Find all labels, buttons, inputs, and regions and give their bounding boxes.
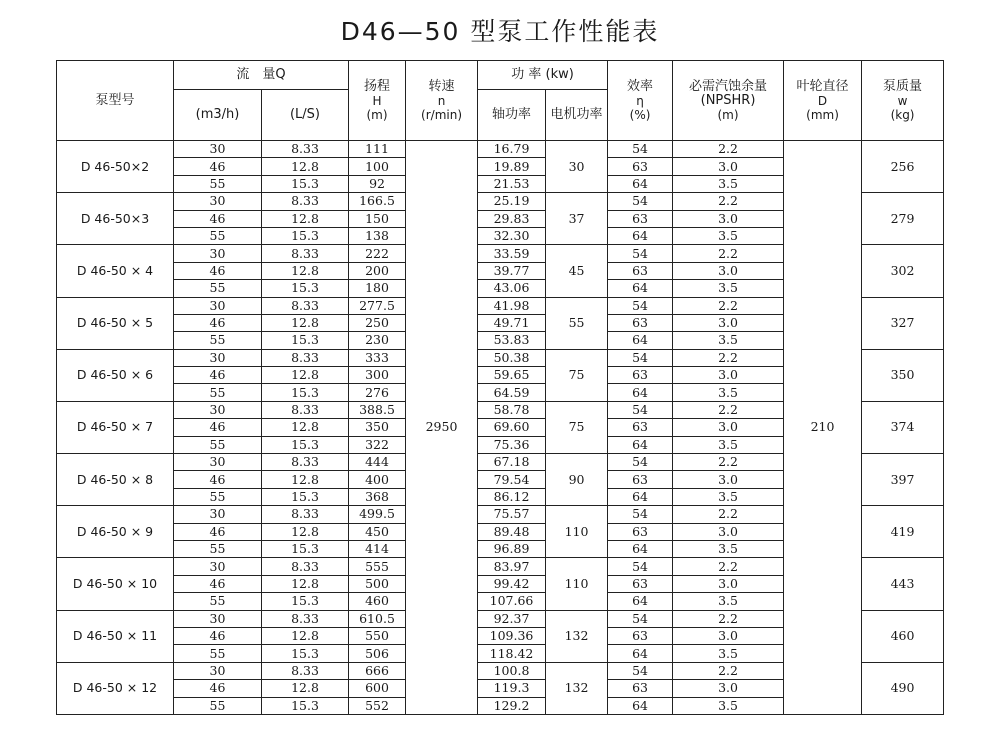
shaft-power-cell: 59.65 [478,367,546,384]
flow-m3h-cell: 55 [174,540,262,557]
shaft-power-cell: 118.42 [478,645,546,662]
head-cell: 555 [349,558,406,575]
pump-model-cell: D 46-50 × 10 [57,558,174,610]
efficiency-cell: 54 [608,558,673,575]
flow-m3h-cell: 46 [174,367,262,384]
header-model: 泵型号 [57,61,174,141]
pump-model-cell: D 46-50×3 [57,193,174,245]
flow-ls-cell: 8.33 [262,297,349,314]
flow-m3h-cell: 30 [174,610,262,627]
head-cell: 499.5 [349,506,406,523]
npsh-cell: 2.2 [673,506,784,523]
efficiency-cell: 63 [608,471,673,488]
shaft-power-cell: 119.3 [478,680,546,697]
npsh-cell: 2.2 [673,401,784,418]
shaft-power-cell: 19.89 [478,158,546,175]
flow-ls-cell: 12.8 [262,471,349,488]
head-cell: 500 [349,575,406,592]
efficiency-cell: 63 [608,419,673,436]
header-impeller [784,61,862,141]
flow-m3h-cell: 55 [174,488,262,505]
npsh-cell: 3.0 [673,158,784,175]
flow-ls-cell: 15.3 [262,384,349,401]
efficiency-cell: 63 [608,158,673,175]
shaft-power-cell: 41.98 [478,297,546,314]
shaft-power-cell: 16.79 [478,141,546,158]
efficiency-cell: 64 [608,645,673,662]
npsh-cell: 2.2 [673,454,784,471]
npsh-cell: 3.5 [673,697,784,714]
header-npsh [673,61,784,141]
head-cell: 368 [349,488,406,505]
pump-mass-cell: 397 [862,454,944,506]
pump-mass-cell: 279 [862,193,944,245]
efficiency-cell: 64 [608,488,673,505]
flow-ls-cell: 12.8 [262,575,349,592]
header-speed-name: 转速 [428,78,455,94]
pump-mass-cell: 302 [862,245,944,297]
shaft-power-cell: 29.83 [478,210,546,227]
impeller-diameter-cell: 210 [784,141,862,715]
flow-m3h-cell: 46 [174,523,262,540]
header-eff-name: 效率 [627,78,654,94]
head-cell: 460 [349,593,406,610]
flow-ls-cell: 8.33 [262,558,349,575]
header-shaft-power: 轴功率 [478,90,546,141]
shaft-power-cell: 64.59 [478,384,546,401]
flow-m3h-cell: 30 [174,506,262,523]
head-cell: 666 [349,662,406,679]
table-row [57,141,944,158]
flow-ls-cell: 8.33 [262,193,349,210]
flow-ls-cell: 12.8 [262,523,349,540]
flow-ls-cell: 12.8 [262,158,349,175]
header-impeller-name: 叶轮直径 [796,78,849,94]
head-cell: 600 [349,680,406,697]
header-mass [862,61,944,141]
flow-m3h-cell: 30 [174,297,262,314]
shaft-power-cell: 21.53 [478,175,546,192]
pump-model-cell: D 46-50 × 7 [57,401,174,453]
table-body [57,141,944,715]
pump-mass-cell: 443 [862,558,944,610]
efficiency-cell: 54 [608,506,673,523]
npsh-cell: 3.5 [673,593,784,610]
head-cell: 111 [349,141,406,158]
npsh-cell: 3.5 [673,488,784,505]
efficiency-cell: 64 [608,384,673,401]
flow-m3h-cell: 30 [174,141,262,158]
flow-m3h-cell: 46 [174,575,262,592]
flow-ls-cell: 15.3 [262,175,349,192]
flow-m3h-cell: 55 [174,332,262,349]
head-cell: 222 [349,245,406,262]
motor-power-cell: 110 [546,506,608,558]
efficiency-cell: 63 [608,575,673,592]
header-power: 功 率 (kw) [478,61,608,90]
pump-mass-cell: 256 [862,141,944,193]
head-cell: 138 [349,227,406,244]
motor-power-cell: 75 [546,349,608,401]
pump-model-cell: D 46-50 × 12 [57,662,174,714]
shaft-power-cell: 43.06 [478,280,546,297]
head-cell: 610.5 [349,610,406,627]
npsh-cell: 3.0 [673,627,784,644]
speed-cell: 2950 [406,141,478,715]
motor-power-cell: 110 [546,558,608,610]
efficiency-cell: 54 [608,610,673,627]
flow-ls-cell: 15.3 [262,540,349,557]
efficiency-cell: 64 [608,175,673,192]
shaft-power-cell: 53.83 [478,332,546,349]
efficiency-cell: 64 [608,593,673,610]
head-cell: 414 [349,540,406,557]
npsh-cell: 2.2 [673,662,784,679]
head-cell: 92 [349,175,406,192]
head-cell: 350 [349,419,406,436]
shaft-power-cell: 32.30 [478,227,546,244]
header-mass-unit: (kg) [890,107,915,122]
motor-power-cell: 45 [546,245,608,297]
header-mass-symbol: w [897,93,908,108]
pump-model-cell: D 46-50 × 4 [57,245,174,297]
efficiency-cell: 63 [608,210,673,227]
shaft-power-cell: 99.42 [478,575,546,592]
npsh-cell: 3.5 [673,332,784,349]
head-cell: 100 [349,158,406,175]
efficiency-cell: 63 [608,680,673,697]
npsh-cell: 2.2 [673,349,784,366]
efficiency-cell: 54 [608,662,673,679]
header-mass-name: 泵质量 [883,78,923,94]
flow-ls-cell: 8.33 [262,506,349,523]
shaft-power-cell: 107.66 [478,593,546,610]
shaft-power-cell: 92.37 [478,610,546,627]
flow-m3h-cell: 55 [174,280,262,297]
flow-m3h-cell: 30 [174,245,262,262]
head-cell: 166.5 [349,193,406,210]
flow-m3h-cell: 55 [174,593,262,610]
npsh-cell: 3.0 [673,419,784,436]
pump-model-cell: D 46-50×2 [57,141,174,193]
shaft-power-cell: 109.36 [478,627,546,644]
flow-m3h-cell: 46 [174,680,262,697]
npsh-cell: 3.5 [673,436,784,453]
npsh-cell: 2.2 [673,610,784,627]
shaft-power-cell: 69.60 [478,419,546,436]
performance-table [56,60,944,715]
head-cell: 400 [349,471,406,488]
flow-ls-cell: 15.3 [262,436,349,453]
shaft-power-cell: 49.71 [478,314,546,331]
header-speed [406,61,478,141]
flow-m3h-cell: 46 [174,314,262,331]
flow-m3h-cell: 30 [174,193,262,210]
motor-power-cell: 132 [546,610,608,662]
efficiency-cell: 54 [608,245,673,262]
flow-ls-cell: 12.8 [262,314,349,331]
flow-ls-cell: 8.33 [262,454,349,471]
shaft-power-cell: 100.8 [478,662,546,679]
head-cell: 277.5 [349,297,406,314]
head-cell: 388.5 [349,401,406,418]
header-flow-ls: (L/S) [262,90,349,141]
head-cell: 450 [349,523,406,540]
flow-ls-cell: 8.33 [262,245,349,262]
header-npsh-unit: (m) [717,107,739,122]
flow-ls-cell: 8.33 [262,662,349,679]
flow-m3h-cell: 46 [174,158,262,175]
shaft-power-cell: 33.59 [478,245,546,262]
efficiency-cell: 63 [608,367,673,384]
header-flow-m3h: (m3/h) [174,90,262,141]
header-motor-power: 电机功率 [546,90,608,141]
flow-ls-cell: 15.3 [262,227,349,244]
shaft-power-cell: 39.77 [478,262,546,279]
head-cell: 444 [349,454,406,471]
npsh-cell: 2.2 [673,141,784,158]
flow-m3h-cell: 30 [174,401,262,418]
efficiency-cell: 64 [608,280,673,297]
flow-m3h-cell: 46 [174,262,262,279]
efficiency-cell: 54 [608,193,673,210]
pump-model-cell: D 46-50 × 5 [57,297,174,349]
head-cell: 552 [349,697,406,714]
shaft-power-cell: 75.36 [478,436,546,453]
flow-ls-cell: 12.8 [262,419,349,436]
flow-ls-cell: 15.3 [262,697,349,714]
efficiency-cell: 63 [608,314,673,331]
efficiency-cell: 54 [608,401,673,418]
flow-ls-cell: 15.3 [262,332,349,349]
flow-ls-cell: 8.33 [262,141,349,158]
flow-ls-cell: 15.3 [262,645,349,662]
flow-ls-cell: 15.3 [262,488,349,505]
header-speed-unit: (r/min) [421,107,462,122]
flow-m3h-cell: 46 [174,627,262,644]
shaft-power-cell: 129.2 [478,697,546,714]
flow-ls-cell: 12.8 [262,627,349,644]
pump-model-cell: D 46-50 × 9 [57,506,174,558]
flow-ls-cell: 8.33 [262,349,349,366]
pump-model-cell: D 46-50 × 11 [57,610,174,662]
npsh-cell: 3.0 [673,575,784,592]
npsh-cell: 3.0 [673,210,784,227]
shaft-power-cell: 58.78 [478,401,546,418]
flow-m3h-cell: 30 [174,558,262,575]
head-cell: 333 [349,349,406,366]
flow-m3h-cell: 46 [174,471,262,488]
npsh-cell: 3.5 [673,280,784,297]
motor-power-cell: 30 [546,141,608,193]
head-cell: 276 [349,384,406,401]
header-head-symbol: H [372,93,382,108]
efficiency-cell: 63 [608,627,673,644]
npsh-cell: 3.0 [673,314,784,331]
head-cell: 300 [349,367,406,384]
npsh-cell: 2.2 [673,558,784,575]
pump-mass-cell: 374 [862,401,944,453]
motor-power-cell: 37 [546,193,608,245]
motor-power-cell: 55 [546,297,608,349]
flow-m3h-cell: 46 [174,210,262,227]
npsh-cell: 2.2 [673,193,784,210]
flow-m3h-cell: 55 [174,175,262,192]
npsh-cell: 2.2 [673,245,784,262]
efficiency-cell: 54 [608,349,673,366]
table-header [57,61,944,141]
flow-m3h-cell: 55 [174,697,262,714]
flow-ls-cell: 15.3 [262,280,349,297]
header-efficiency [608,61,673,141]
npsh-cell: 3.5 [673,384,784,401]
npsh-cell: 3.0 [673,262,784,279]
shaft-power-cell: 25.19 [478,193,546,210]
head-cell: 150 [349,210,406,227]
pump-mass-cell: 419 [862,506,944,558]
npsh-cell: 3.5 [673,175,784,192]
shaft-power-cell: 83.97 [478,558,546,575]
flow-ls-cell: 12.8 [262,210,349,227]
flow-m3h-cell: 55 [174,645,262,662]
flow-ls-cell: 12.8 [262,262,349,279]
flow-m3h-cell: 30 [174,454,262,471]
head-cell: 506 [349,645,406,662]
head-cell: 250 [349,314,406,331]
header-head-unit: (m) [366,107,388,122]
npsh-cell: 2.2 [673,297,784,314]
shaft-power-cell: 86.12 [478,488,546,505]
shaft-power-cell: 89.48 [478,523,546,540]
npsh-cell: 3.0 [673,680,784,697]
efficiency-cell: 64 [608,540,673,557]
header-head-name: 扬程 [364,78,391,94]
npsh-cell: 3.5 [673,227,784,244]
header-head [349,61,406,141]
flow-m3h-cell: 30 [174,662,262,679]
head-cell: 230 [349,332,406,349]
npsh-cell: 3.0 [673,367,784,384]
flow-ls-cell: 12.8 [262,367,349,384]
pump-mass-cell: 460 [862,610,944,662]
efficiency-cell: 64 [608,697,673,714]
pump-mass-cell: 490 [862,662,944,714]
shaft-power-cell: 79.54 [478,471,546,488]
flow-ls-cell: 8.33 [262,401,349,418]
shaft-power-cell: 96.89 [478,540,546,557]
npsh-cell: 3.5 [673,540,784,557]
flow-m3h-cell: 55 [174,384,262,401]
efficiency-cell: 63 [608,523,673,540]
efficiency-cell: 64 [608,332,673,349]
header-speed-symbol: n [437,93,446,108]
page-title: D46—50 型泵工作性能表 [340,17,660,46]
motor-power-cell: 132 [546,662,608,714]
head-cell: 322 [349,436,406,453]
npsh-cell: 3.5 [673,645,784,662]
efficiency-cell: 64 [608,436,673,453]
npsh-cell: 3.0 [673,523,784,540]
efficiency-cell: 54 [608,454,673,471]
flow-ls-cell: 15.3 [262,593,349,610]
pump-model-cell: D 46-50 × 8 [57,454,174,506]
npsh-cell: 3.0 [673,471,784,488]
efficiency-cell: 64 [608,227,673,244]
efficiency-cell: 63 [608,262,673,279]
flow-m3h-cell: 55 [174,436,262,453]
header-eff-symbol: η [636,93,644,108]
shaft-power-cell: 50.38 [478,349,546,366]
pump-model-cell: D 46-50 × 6 [57,349,174,401]
header-impeller-unit: (mm) [806,107,839,122]
header-eff-unit: (%) [629,107,651,122]
header-flow: 流 量Q [174,61,349,90]
efficiency-cell: 54 [608,297,673,314]
head-cell: 200 [349,262,406,279]
header-impeller-symbol: D [817,93,828,108]
shaft-power-cell: 75.57 [478,506,546,523]
efficiency-cell: 54 [608,141,673,158]
motor-power-cell: 75 [546,401,608,453]
flow-m3h-cell: 30 [174,349,262,366]
flow-ls-cell: 12.8 [262,680,349,697]
shaft-power-cell: 67.18 [478,454,546,471]
head-cell: 550 [349,627,406,644]
header-npsh-name: 必需汽蚀余量(NPSHR) [689,78,768,108]
pump-mass-cell: 350 [862,349,944,401]
flow-m3h-cell: 55 [174,227,262,244]
head-cell: 180 [349,280,406,297]
motor-power-cell: 90 [546,454,608,506]
pump-mass-cell: 327 [862,297,944,349]
flow-m3h-cell: 46 [174,419,262,436]
flow-ls-cell: 8.33 [262,610,349,627]
